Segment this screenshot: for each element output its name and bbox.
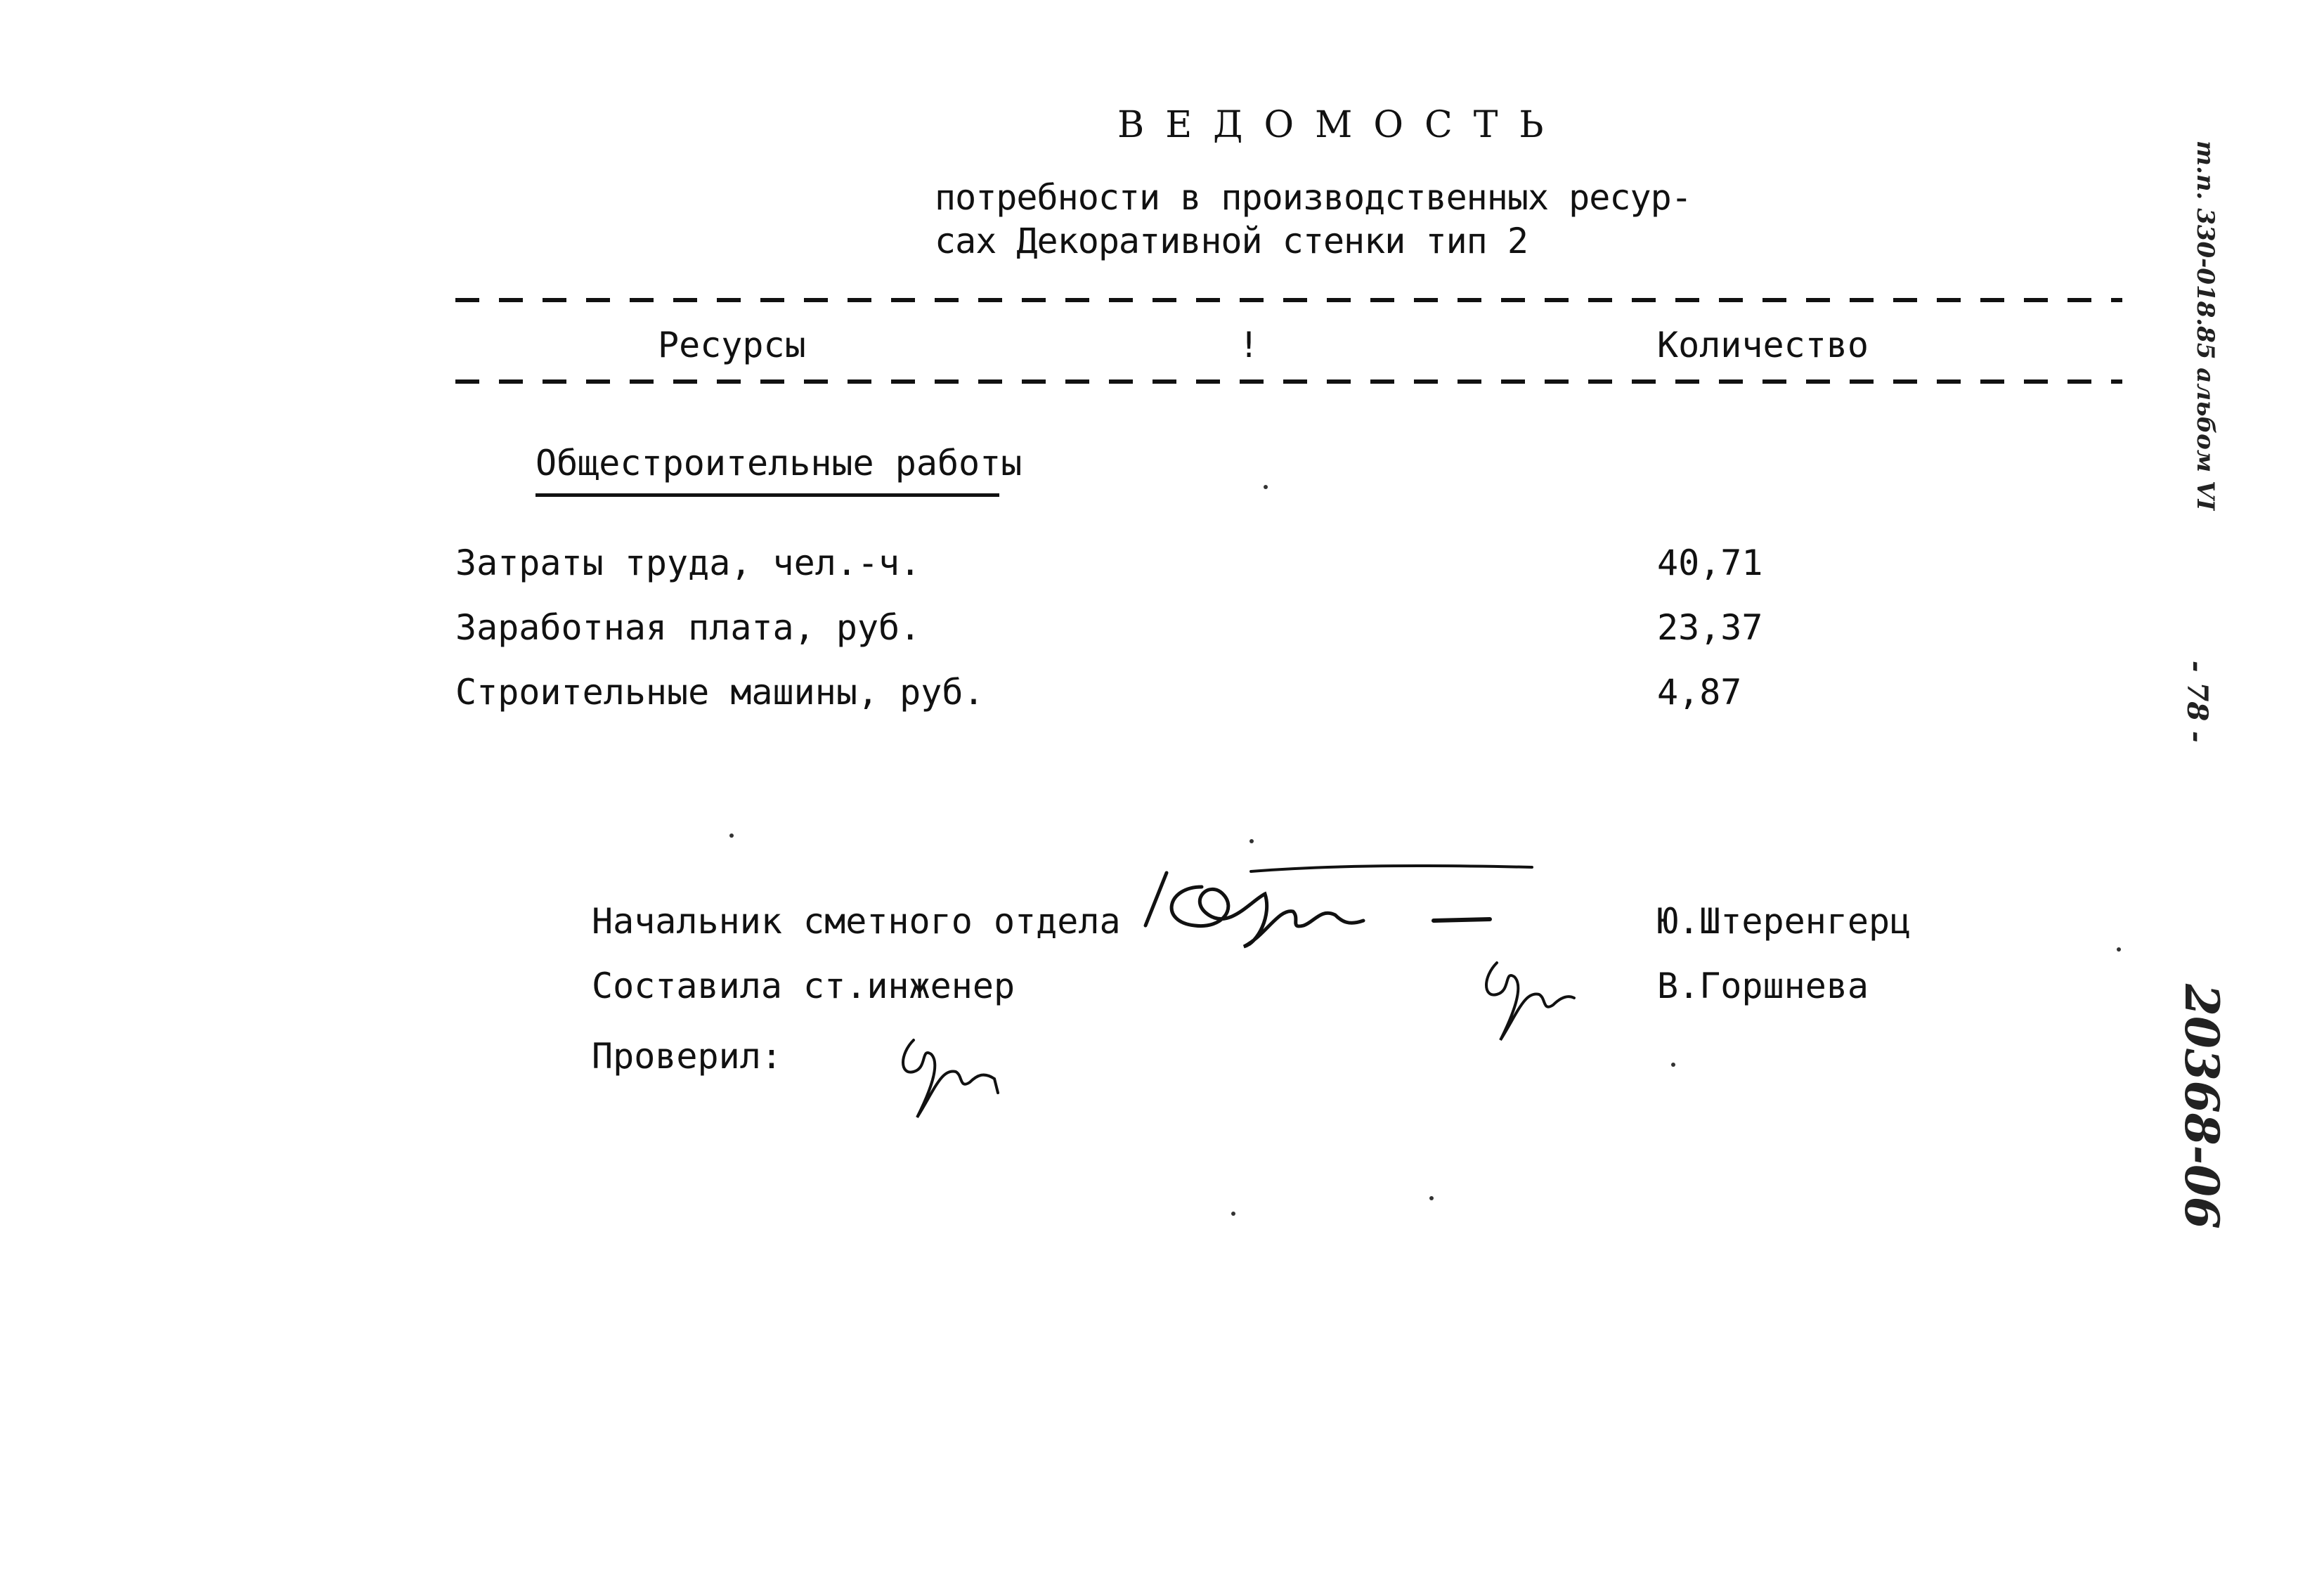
row-label-labor: Затраты труда, чел.-ч. xyxy=(455,543,921,583)
table-top-dashed-rule xyxy=(455,298,2122,302)
row-label-machines: Строительные машины, руб. xyxy=(455,672,985,713)
header-quantity: Количество xyxy=(1657,325,1869,365)
document-title: ВЕДОМОСТЬ xyxy=(1117,104,1565,146)
row-label-wages: Заработная плата, руб. xyxy=(455,607,921,648)
signature-name-head: Ю.Штеренгерц xyxy=(1657,901,1911,942)
scan-speck xyxy=(1671,1063,1675,1067)
scan-speck xyxy=(1429,1196,1434,1200)
row-value-labor: 40,71 xyxy=(1657,543,1763,583)
header-resources: Ресурсы xyxy=(658,325,806,365)
scan-speck xyxy=(1264,485,1268,489)
scan-speck xyxy=(1231,1212,1235,1216)
subtitle-line-2: сах Декоративной стенки тип 2 xyxy=(935,221,1528,261)
signature-name-compiler: В.Горшнева xyxy=(1657,966,1869,1006)
scan-speck xyxy=(2117,947,2121,952)
document-subtitle xyxy=(935,176,1692,263)
header-separator: ! xyxy=(1238,325,1260,365)
margin-reference: т.п. 330-018.85 альбом VI xyxy=(2191,141,2219,511)
margin-document-code: 20368-06 xyxy=(2174,984,2229,1229)
section-title: Общестроительные работы xyxy=(535,443,1023,484)
margin-page-number: - 78 - xyxy=(2181,661,2214,743)
scan-speck xyxy=(1249,839,1254,843)
signature-role-checker: Проверил: xyxy=(592,1036,782,1077)
row-value-machines: 4,87 xyxy=(1657,672,1742,713)
handwritten-signature-compiler xyxy=(1476,956,1588,1047)
handwritten-signature-checker xyxy=(892,1026,1005,1124)
subtitle-line-1: потребности в производственных ресур- xyxy=(935,177,1692,218)
table-header-dashed-rule xyxy=(455,379,2122,384)
row-value-wages: 23,37 xyxy=(1657,607,1763,648)
signature-role-compiler: Составила ст.инженер xyxy=(592,966,1015,1006)
signature-role-head: Начальник сметного отдела xyxy=(592,901,1121,942)
scan-speck xyxy=(729,833,734,838)
handwritten-signature-head xyxy=(1138,859,1532,950)
section-title-underline xyxy=(535,493,999,497)
